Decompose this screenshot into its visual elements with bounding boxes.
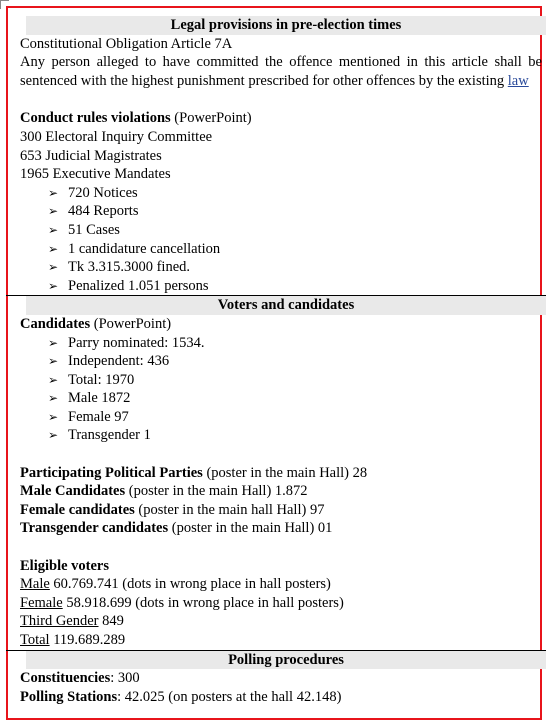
list-item-text: 51 Cases (68, 221, 120, 238)
list-item (20, 277, 544, 296)
female-candidates-line (20, 501, 544, 520)
transgender-candidates-label: Transgender candidates (20, 520, 169, 537)
arrow-bullet-icon: ➢ (48, 391, 59, 406)
candidates-title (20, 315, 544, 334)
constituencies-label: Constituencies (20, 670, 111, 687)
list-item-text: Female 97 (68, 408, 129, 425)
polling-stations-label: Polling Stations (20, 688, 118, 705)
arrow-bullet-icon: ➢ (48, 354, 59, 369)
list-item (20, 426, 544, 445)
list-item-text: Tk 3.315.3000 fined. (68, 259, 191, 276)
list-item-text: 484 Reports (68, 203, 139, 220)
list-item-text: Penalized 1.051 persons (68, 277, 209, 294)
eligible-total-line (20, 631, 544, 650)
list-item-text: 720 Notices (68, 184, 138, 201)
conduct-title (20, 109, 544, 128)
law-link[interactable]: law (507, 72, 529, 89)
document-frame (6, 6, 542, 720)
legal-paragraph (20, 53, 544, 91)
list-item (20, 389, 544, 408)
conduct-title-note: (PowerPoint) (174, 110, 252, 127)
section-header-legal: Legal provisions in pre-election times (26, 16, 546, 35)
list-item (20, 240, 544, 259)
arrow-bullet-icon: ➢ (48, 260, 59, 275)
arrow-bullet-icon: ➢ (48, 428, 59, 443)
list-item (20, 184, 544, 203)
female-candidates-value: (poster in the main hall Hall) 97 (138, 501, 325, 518)
eligible-total-label: Total (20, 632, 50, 648)
list-item (20, 202, 544, 221)
transgender-candidates-value: (poster in the main Hall) 01 (171, 520, 333, 537)
male-candidates-label: Male Candidates (20, 483, 126, 500)
male-candidates-value: (poster in the main Hall) 1.872 (128, 483, 308, 500)
eligible-female-line (20, 594, 544, 613)
arrow-bullet-icon: ➢ (48, 241, 59, 256)
conduct-line: 653 Judicial Magistrates (20, 147, 162, 164)
polling-stations-value: : 42.025 (on posters at the hall 42.148) (117, 688, 342, 705)
eligible-male-label: Male (20, 576, 50, 593)
conduct-line: 300 Electoral Inquiry Committee (20, 128, 213, 145)
eligible-third-gender-label: Third Gender (20, 613, 99, 630)
female-candidates-label: Female candidates (20, 501, 135, 518)
list-item (20, 258, 544, 277)
eligible-male-line (20, 575, 544, 594)
constituencies-line (20, 669, 544, 688)
eligible-third-gender-value: 849 (102, 613, 124, 630)
eligible-total-value: 119.689.289 (53, 632, 126, 648)
list-item-text: Independent: 436 (68, 353, 170, 370)
parties-value: (poster in the main Hall) 28 (206, 464, 368, 481)
arrow-bullet-icon: ➢ (48, 185, 59, 200)
legal-paragraph-text: Any person alleged to have committed the offence mentioned in this article shall be sentenced with the highest punishment prescribed for other offences by the existing (20, 54, 542, 89)
article-line: Constitutional Obligation Article 7A (20, 35, 233, 52)
list-item (20, 334, 544, 353)
list-item (20, 352, 544, 371)
spacer (20, 445, 544, 464)
arrow-bullet-icon: ➢ (48, 204, 59, 219)
list-item-text: Total: 1970 (68, 371, 135, 388)
candidates-title-bold: Candidates (20, 315, 91, 332)
arrow-bullet-icon: ➢ (48, 335, 59, 350)
conduct-title-bold: Conduct rules violations (20, 110, 171, 127)
list-item-text: 1 candidature cancellation (68, 240, 221, 257)
list-item-text: Transgender 1 (68, 427, 151, 444)
conduct-line: 1965 Executive Mandates (20, 166, 171, 183)
male-candidates-line (20, 482, 544, 501)
eligible-voters-title: Eligible voters (20, 557, 110, 574)
section-header-polling: Polling procedures (26, 651, 546, 670)
eligible-female-label: Female (20, 594, 63, 611)
list-item-text: Male 1872 (68, 390, 131, 407)
list-item (20, 221, 544, 240)
eligible-third-gender-line (20, 612, 544, 631)
arrow-bullet-icon: ➢ (48, 372, 59, 387)
eligible-female-value: 58.918.699 (dots in wrong place in hall posters) (66, 594, 344, 611)
candidates-title-note: (PowerPoint) (93, 315, 172, 332)
arrow-bullet-icon: ➢ (48, 278, 59, 293)
eligible-male-value: 60.769.741 (dots in wrong place in hall posters) (53, 576, 331, 593)
list-item (20, 408, 544, 427)
list-item (20, 371, 544, 390)
document-content (20, 16, 544, 706)
parties-label: Participating Political Parties (20, 464, 203, 481)
list-item-text: Parry nominated: 1534. (68, 334, 205, 351)
transgender-candidates-line (20, 519, 544, 538)
constituencies-value: : 300 (110, 670, 140, 687)
arrow-bullet-icon: ➢ (48, 222, 59, 237)
spacer (20, 538, 544, 557)
spacer (20, 91, 544, 110)
section-header-voters: Voters and candidates (26, 296, 546, 315)
polling-stations-line (20, 688, 544, 707)
arrow-bullet-icon: ➢ (48, 409, 59, 424)
parties-line (20, 464, 544, 483)
